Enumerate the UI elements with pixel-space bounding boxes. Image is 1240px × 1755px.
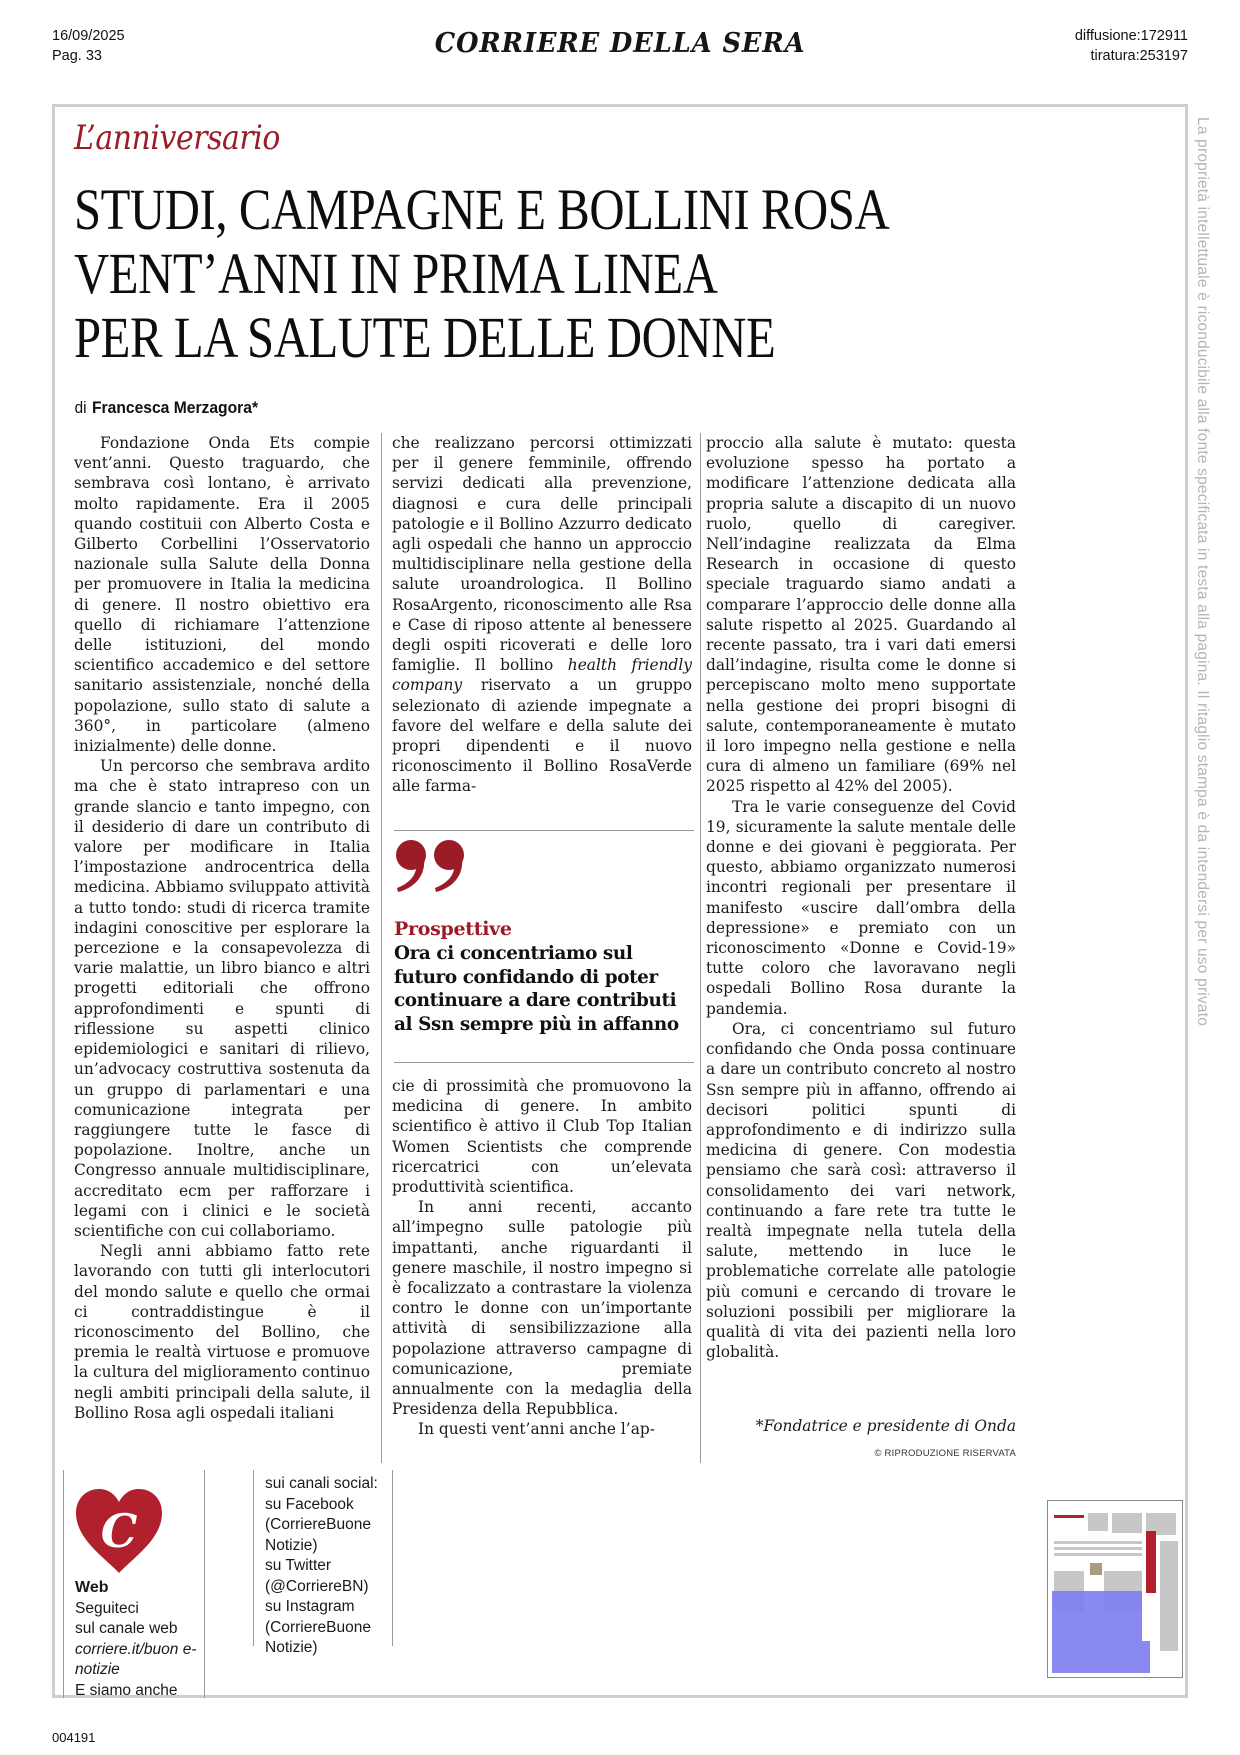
- copyright-side-note: [1192, 117, 1214, 1077]
- side-note-text: La proprietà intellettuale è riconducibile alla fonte specificata in testa alla pagina. Il ritaglio stampa è da intendersi per uso privato: [1194, 117, 1211, 1027]
- article-column-1: [74, 433, 370, 1423]
- quote-mark-icon: [394, 836, 474, 896]
- paragraph: Un percorso che sembrava ardito ma che è stato intrapreso con un grande slancio e tanto impegno, con il desiderio di dare un contributo di valore per modificare in Italia l’impostazione androcentrica della medicina. Abbiamo sviluppato attività a tutto tondo: studi di ricerca tramite indagini conoscitive per esplorare la percezione e la consapevolezza di varie malattie, un libro bianco e altri progetti editoriali che offrono approfondimenti e spunti di riflessione su aspetti clinico epidemiologici e sanitari di rilievo, un’advocacy costruttiva sostenuta da un gruppo di parlamentari e una comunicazione integrata per raggiungere tutte le fasce di popolazione. Inoltre, anche un Congresso annuale multidisciplinare, accreditato ecm per rafforzare i legami con i clinici e le società scientifiche con cui collaboriamo.: [74, 757, 370, 1240]
- paragraph: Ora, ci concentriamo sul futuro confidando che Onda possa continuare a dare un contributo concreto al nostro Ssn sempre più in affanno, offrendo ai decisori politici spunti di approfondimento e di indirizzo sulla medicina di genere. Con modestia pensiamo che sarà così: attraverso il consolidamento dei vari network, continuando a fare rete tra tutte le realtà impegnate nella tutela della salute, mettendo in luce le problematiche correlate alle patologie più comuni e cercando di trovare le soluzioni possibili per migliorare la qualità di vita dei pazienti nella loro globalità.: [706, 1019, 1016, 1362]
- pull-quote-text: Ora ci concentriamo sul futuro confidando di poter continuare a dare contributi al Ssn sempre più in affanno: [394, 943, 679, 1035]
- copyright-notice: © RIPRODUZIONE RISERVATA: [874, 1448, 1016, 1459]
- author-name: Francesca Merzagora*: [91, 398, 259, 417]
- column-divider: [700, 433, 701, 1463]
- promo-line: Seguiteci: [75, 1599, 139, 1617]
- social-line-twitter: su Twitter: [265, 1557, 332, 1574]
- social-line-facebook: su Facebook: [265, 1495, 354, 1513]
- paragraph: proccio alla salute è mutato: questa evoluzione spesso ha portato a modificare l’attenzione dedicata alla propria salute a discapito di un nuovo ruolo, quello di caregiver. Nell’indagine realizzata da Elma Research in occasione di questo speciale traguardo siamo andati a comparare l’approccio delle donne alla salute rispetto al 2025. Guardando al recente passato, tra i vari dati emersi dall’indagine, risulta come le donne si percepiscano molto meno supportate nella gestione dei propri bisogni di salute, contemporaneamente è mutato il loro impegno nella gestione e nella cura di almeno un familiare (69% nel 2025 rispetto al 42% del 2005).: [706, 434, 1016, 796]
- masthead-logo: CORRIERE DELLA SERA: [434, 28, 806, 59]
- promo-web-text: [75, 1578, 205, 1701]
- article-column-2-bottom: [392, 1076, 692, 1440]
- logo-letter: C: [100, 1504, 138, 1558]
- footer-code: 004191: [52, 1730, 96, 1745]
- social-handle: (CorriereBuone Notizie): [265, 1516, 371, 1554]
- pull-quote-label: Prospettive: [394, 918, 512, 940]
- print-run-figure: tiratura:253197: [1090, 48, 1188, 64]
- promo-social-text: [265, 1474, 389, 1659]
- paragraph: cie di prossimità che promuovono la medicina di genere. In ambito scientifico è attivo il Club Top Italian Women Scientists che comprende ricercatrici con un’elevata produttività scientifica.: [392, 1077, 692, 1197]
- article-column-2-top: [392, 433, 692, 797]
- article-kicker: L’anniversario: [74, 118, 280, 158]
- promo-line: E siamo anche: [75, 1681, 178, 1699]
- headline-line: PER LA SALUTE DELLE DONNE: [74, 305, 776, 370]
- circulation-figure: diffusione:172911: [1074, 28, 1188, 44]
- pull-quote-bottom-rule: [394, 1062, 694, 1063]
- article-headline: [74, 178, 889, 370]
- social-handle: (CorriereBuone Notizie): [265, 1618, 371, 1656]
- paragraph-text: riservato a un gruppo selezionato di aziende impegnate a favore del welfare e della salute dei propri dipendenti e il nuovo riconoscimento il Bollino RosaVerde alle farma-: [392, 676, 692, 796]
- paragraph-text: che realizzano percorsi ottimizzati per il genere femminile, offrendo servizi dedicati alla prevenzione, diagnosi e cura delle principali patologie e il Bollino Azzurro dedicato agli ospedali che hanno un approccio multidisciplinare nella gestione della salute uroandrologica. Il Bollino RosaArgento, riconoscimento alle Rsa e Case di riposo attente al benessere degli ospiti ricoverati e delle loro famiglie. Il bollino: [392, 434, 692, 675]
- promo-line: sul canale web: [75, 1620, 178, 1637]
- buone-notizie-heart-logo: [74, 1487, 164, 1575]
- article-byline: [74, 398, 272, 418]
- paragraph: In anni recenti, accanto all’impegno sulle patologie più impattanti, anche riguardanti il genere maschile, il nostro impegno si è focalizzato a contrastare la violenza contro le donne con un’importante attività di sensibilizzazione alla popolazione attraverso campagne di comunicazione, premiate annualmente con la medaglia della Presidenza della Repubblica.: [392, 1198, 692, 1419]
- paragraph: [392, 433, 692, 797]
- article-column-3: [706, 433, 1016, 1362]
- paragraph: In questi vent’anni anche l’ap-: [418, 1420, 655, 1439]
- paragraph: Fondazione Onda Ets compie vent’anni. Questo traguardo, che sembrava così lontano, è arrivato molto rapidamente. Era il 2005 quando costituii con Alberto Costa e Gilberto Corbellini l’Osservatorio nazionale sulla Salute della Donna per promuovere in Italia la medicina di genere. Il nostro obiettivo era quello di richiamare l’attenzione delle istituzioni, del mondo scientifico accademico e del settore sanitario assistenziale, nonché della popolazione, sullo stato di salute a 360°, in particolare (almeno inizialmente) delle donne.: [74, 434, 370, 756]
- social-line-instagram: su Instagram: [265, 1598, 355, 1615]
- social-handle: (@CorriereBN): [265, 1577, 369, 1595]
- headline-line: VENT’ANNI IN PRIMA LINEA: [74, 241, 718, 306]
- headline-line: STUDI, CAMPAGNE E BOLLINI ROSA: [74, 177, 890, 242]
- pull-quote-top-rule: [394, 830, 694, 831]
- page-number: Pag. 33: [52, 48, 102, 64]
- newspaper-masthead: [0, 28, 1240, 59]
- paragraph: Negli anni abbiamo fatto rete lavorando con tutti gli interlocutori del mondo salute e quello che ormai ci contraddistingue è il riconoscimento del Bollino, che premia le realtà virtuose e promuove la cultura del miglioramento continuo negli ambiti principali della salute, il Bollino Rosa agli ospedali italiani: [74, 1242, 370, 1422]
- promo-web-link[interactable]: corriere.it/buon e-notizie: [75, 1640, 197, 1678]
- paragraph: Tra le varie conseguenze del Covid 19, sicuramente la salute mentale delle donne e dei giovani è peggiorata. Per questo, abbiamo organizzato numerosi incontri regionali per presentare il manifesto «uscire dall’ombra della depressione» e premiato con un riconoscimento «Donne e Covid-19» tutte coloro che lavoravano negli ospedali Bollino Rosa durante la pandemia.: [706, 797, 1016, 1018]
- page-header-right: [1075, 26, 1188, 66]
- byline-prefix: di: [74, 398, 87, 417]
- social-line: sui canali social:: [265, 1475, 378, 1492]
- promo-title: Web: [75, 1579, 109, 1596]
- column-divider: [381, 433, 382, 1463]
- italic-term: health friendly company: [392, 656, 693, 695]
- author-signature-note: *Fondatrice e presidente di Onda: [755, 1417, 1016, 1435]
- publication-date: 16/09/2025: [52, 28, 125, 44]
- page-thumbnail: [1047, 1500, 1183, 1678]
